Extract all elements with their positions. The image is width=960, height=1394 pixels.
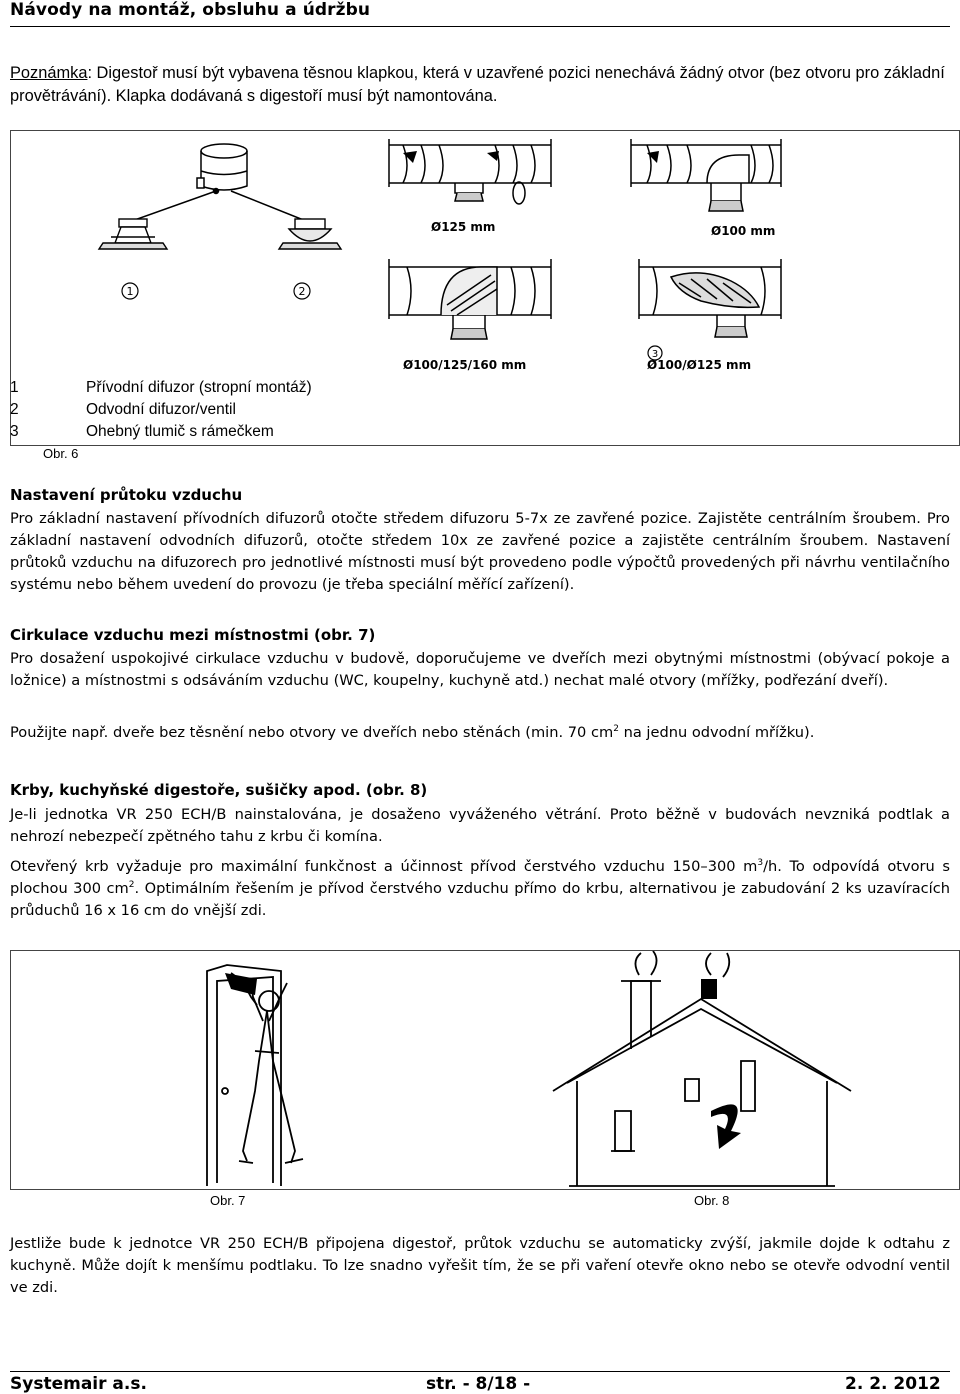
figure-7-8-box: [10, 950, 960, 1190]
example-text: Použijte např. dveře bez těsnění nebo otvory ve dveřích nebo stěnách (min. 70 cm: [10, 724, 614, 741]
figure-7-8-illustration: [11, 951, 959, 1189]
dim-100-label: Ø100 mm: [711, 224, 776, 238]
p2-text-d: . Optimálním řešením je přívod čerstvého vzduchu přímo do krbu, alternativou je zabudování 2 ks uzavíracích průduchů 16 x 16 cm do vnější zdi.: [10, 880, 951, 919]
legend-text: Přívodní difuzor (stropní montáž): [86, 379, 312, 396]
p2-text-c: /h. To odpovídá otvoru s plochou 300 cm: [10, 858, 950, 897]
footer-rule: [10, 1371, 950, 1372]
circulation-heading: Cirkulace vzduchu mezi místnostmi (obr. 7): [10, 626, 376, 644]
legend-item: [10, 377, 312, 399]
page-header-title: Návody na montáž, obsluhu a údržbu: [10, 0, 371, 20]
note-text: : Digestoř musí být vybavena těsnou klapkou, která v uzavřené pozici nenechává žádný otvor (bez otvoru pro základní provětrávání). Klapka dodávaná s digestoří musí být namontována.: [10, 64, 945, 105]
closing-paragraph: Jestliže bude k jednotce VR 250 ECH/B připojena digestoř, průtok vzduchu se automaticky zvýší, jakmile dojde k odtahu z kuchyně. Může dojít k menšímu podtlaku. To lze snadno vyřešit tím, že se při vaření otevře okno nebo se otevře odvodní ventil ve zdi.: [10, 1235, 950, 1296]
p2-dash: –: [700, 858, 708, 875]
dim-125-label: Ø125 mm: [431, 220, 496, 234]
legend-number: 2: [10, 401, 19, 418]
figure-6-legend: [10, 377, 312, 443]
dim-100-125-160-label: Ø100/125/160 mm: [403, 358, 527, 372]
airflow-paragraph: Pro základní nastavení přívodních difuzorů otočte středem difuzoru 5-7x ze zavřené pozice. Zajistěte centrálním šroubem. Pro základní nastavení odvodních difuzorů, otočte středem 10x ze zavřené pozice a zajistěte centrálním šroubem. Nastavení průtoků vzduchu na difuzorech pro jednotlivé místnosti musí být provedeno podle výpočtů provedených při návrhu ventilačního systému nebo během uvedení do provozu (je třeba speciální měřící zařízení).: [10, 510, 950, 593]
legend-text: Odvodní difuzor/ventil: [86, 401, 236, 418]
fireplaces-paragraph-2: [10, 856, 950, 922]
airflow-heading: Nastavení průtoku vzduchu: [10, 486, 243, 504]
dim-100-125-label: Ø100/Ø125 mm: [647, 358, 752, 372]
footer-page-number: str. - 8/18 -: [426, 1374, 531, 1394]
p2-sup-1: 3: [757, 858, 764, 869]
legend-number: 3: [10, 423, 19, 440]
footer-company: Systemair a.s.: [10, 1374, 147, 1394]
note-paragraph: [10, 62, 950, 108]
note-label: Poznámka: [10, 64, 88, 82]
example-text-end: na jednu odvodní mřížku).: [618, 724, 815, 741]
legend-text: Ohebný tlumič s rámečkem: [86, 423, 274, 440]
badge-2-label: 2: [298, 285, 306, 298]
figure-6-caption: Obr. 6: [43, 446, 79, 461]
circulation-paragraph: Pro dosažení uspokojivé cirkulace vzduchu v budově, doporučujeme ve dveřích mezi obytnými místnostmi (obývací pokoje a ložnice) a místnostmi s odsáváním vzduchu (WC, koupelny, kuchyně atd.) nechat malé otvory (mřížky, podřezání dveří).: [10, 650, 950, 689]
example-sup: 2: [613, 724, 619, 735]
badge-1-label: 1: [126, 285, 134, 298]
circulation-example: [10, 722, 950, 744]
figure-8-caption-label: Obr. 8: [694, 1193, 730, 1208]
legend-number: 1: [10, 379, 19, 396]
p2-text-a: Otevřený krb vyžaduje pro maximální funkčnost a účinnost přívod čerstvého vzduchu 150: [10, 858, 701, 875]
figure-7-caption-label: Obr. 7: [210, 1193, 246, 1208]
legend-item: [10, 421, 312, 443]
footer-date: 2. 2. 2012: [845, 1374, 941, 1394]
legend-item: [10, 399, 312, 421]
fireplaces-heading: Krby, kuchyňské digestoře, sušičky apod. (obr. 8): [10, 781, 428, 799]
p2-sup-2: 2: [128, 880, 135, 891]
badge-3-label: 3: [651, 349, 659, 360]
header-rule: [10, 26, 950, 27]
p2-text-b: 300 m: [707, 858, 758, 875]
fireplaces-paragraph-1: Je-li jednotka VR 250 ECH/B nainstalována, je dosaženo vyváženého větrání. Proto běžně v budovách nevzniká podtlak a nehrozí nebezpečí zpětného tahu z krbu či komína.: [10, 806, 950, 845]
